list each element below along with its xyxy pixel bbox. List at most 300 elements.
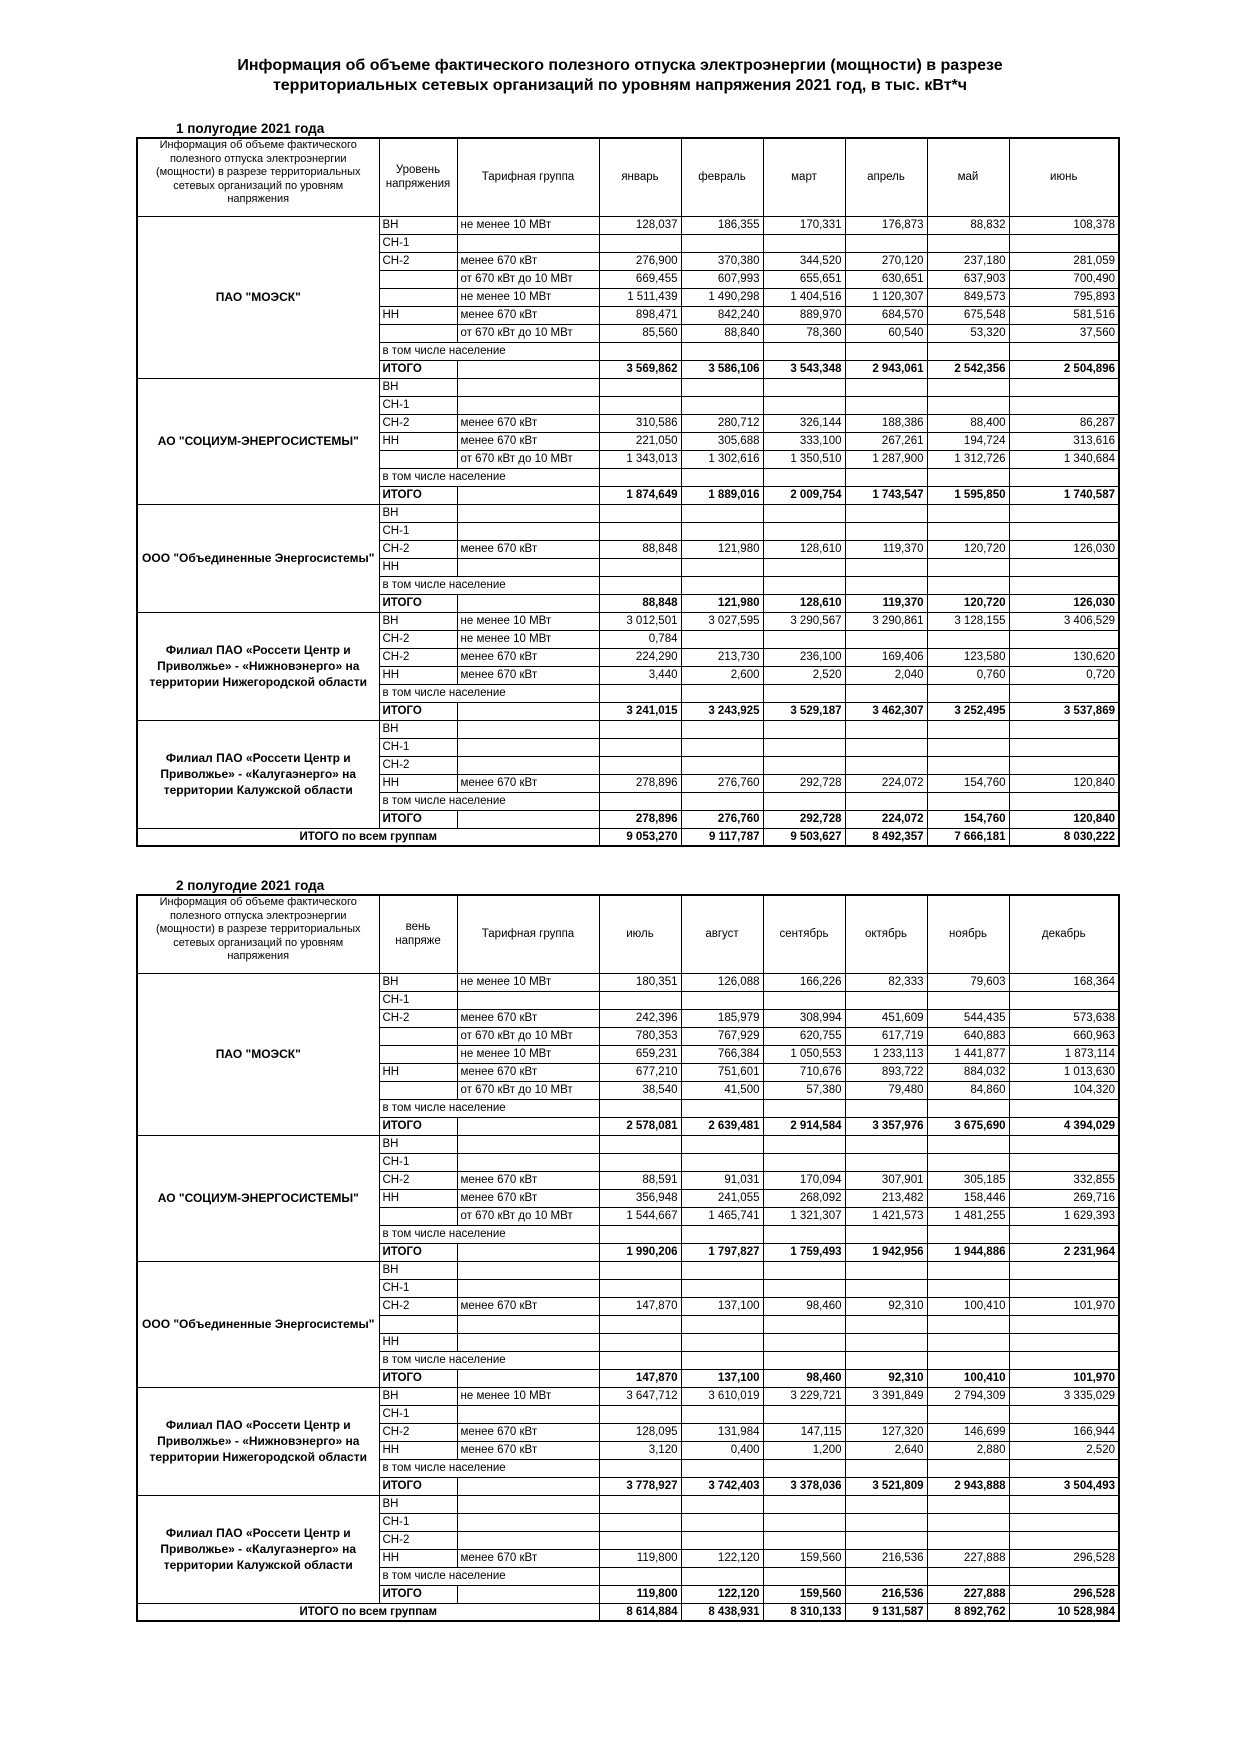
tariff-cell: не менее 10 МВт bbox=[457, 1387, 599, 1405]
value-cell: 780,353 bbox=[599, 1027, 681, 1045]
value-cell: 3 504,493 bbox=[1009, 1477, 1119, 1495]
value-cell bbox=[599, 792, 681, 810]
value-cell: 224,072 bbox=[845, 810, 927, 828]
value-cell: 185,979 bbox=[681, 1009, 763, 1027]
value-cell: 1 743,547 bbox=[845, 486, 927, 504]
value-cell bbox=[599, 738, 681, 756]
value-cell: 898,471 bbox=[599, 306, 681, 324]
value-cell: 326,144 bbox=[763, 414, 845, 432]
value-cell bbox=[763, 1567, 845, 1585]
level-cell: в том числе население bbox=[379, 1567, 599, 1585]
org-name: Филиал ПАО «Россети Центр и Приволжье» - «Нижновэнерго» на территории Нижегородской области bbox=[137, 612, 379, 720]
value-cell: 120,840 bbox=[1009, 810, 1119, 828]
value-cell bbox=[927, 792, 1009, 810]
value-cell bbox=[681, 504, 763, 522]
tariff-cell: от 670 кВт до 10 МВт bbox=[457, 1081, 599, 1099]
value-cell: 79,603 bbox=[927, 973, 1009, 991]
half1-label: 1 полугодие 2021 года bbox=[176, 121, 325, 136]
value-cell: 675,548 bbox=[927, 306, 1009, 324]
value-cell bbox=[681, 1261, 763, 1279]
level-cell: НН bbox=[379, 774, 457, 792]
value-cell: 237,180 bbox=[927, 252, 1009, 270]
value-cell bbox=[1009, 1567, 1119, 1585]
tariff-cell bbox=[457, 1261, 599, 1279]
value-cell: 186,355 bbox=[681, 216, 763, 234]
value-cell: 128,610 bbox=[763, 594, 845, 612]
value-cell: 92,310 bbox=[845, 1297, 927, 1315]
value-cell bbox=[763, 378, 845, 396]
value-cell bbox=[763, 1351, 845, 1369]
value-cell: 127,320 bbox=[845, 1423, 927, 1441]
level-cell: ИТОГО bbox=[379, 360, 457, 378]
tariff-cell: от 670 кВт до 10 МВт bbox=[457, 1207, 599, 1225]
value-cell bbox=[599, 504, 681, 522]
value-cell: 660,963 bbox=[1009, 1027, 1119, 1045]
value-cell: 3 290,567 bbox=[763, 612, 845, 630]
value-cell: 154,760 bbox=[927, 774, 1009, 792]
value-cell: 767,929 bbox=[681, 1027, 763, 1045]
value-cell bbox=[763, 1153, 845, 1171]
value-cell: 159,560 bbox=[763, 1585, 845, 1603]
value-cell: 3 252,495 bbox=[927, 702, 1009, 720]
value-cell bbox=[1009, 1225, 1119, 1243]
level-cell: СН-2 bbox=[379, 540, 457, 558]
grand-total-row bbox=[137, 1603, 1119, 1621]
value-cell: 128,095 bbox=[599, 1423, 681, 1441]
tariff-cell: менее 670 кВт bbox=[457, 414, 599, 432]
value-cell: 1 465,741 bbox=[681, 1207, 763, 1225]
tariff-cell: от 670 кВт до 10 МВт bbox=[457, 450, 599, 468]
tariff-cell: менее 670 кВт bbox=[457, 1441, 599, 1459]
value-cell: 1 302,616 bbox=[681, 450, 763, 468]
value-cell: 120,720 bbox=[927, 594, 1009, 612]
level-cell: НН bbox=[379, 1441, 457, 1459]
level-cell: в том числе население bbox=[379, 576, 599, 594]
header-month: май bbox=[927, 138, 1009, 216]
value-cell: 85,560 bbox=[599, 324, 681, 342]
value-cell bbox=[845, 396, 927, 414]
value-cell: 1 740,587 bbox=[1009, 486, 1119, 504]
value-cell: 884,032 bbox=[927, 1063, 1009, 1081]
tariff-cell: от 670 кВт до 10 МВт bbox=[457, 1027, 599, 1045]
half2-label: 2 полугодие 2021 года bbox=[176, 878, 325, 893]
value-cell: 1 120,307 bbox=[845, 288, 927, 306]
value-cell: 166,226 bbox=[763, 973, 845, 991]
value-cell: 88,400 bbox=[927, 414, 1009, 432]
value-cell bbox=[681, 576, 763, 594]
value-cell bbox=[599, 684, 681, 702]
value-cell: 889,970 bbox=[763, 306, 845, 324]
tariff-cell: менее 670 кВт bbox=[457, 1297, 599, 1315]
level-cell bbox=[379, 288, 457, 306]
value-cell: 278,896 bbox=[599, 810, 681, 828]
value-cell bbox=[599, 1351, 681, 1369]
level-cell: ВН bbox=[379, 504, 457, 522]
level-cell: НН bbox=[379, 1189, 457, 1207]
value-cell bbox=[681, 720, 763, 738]
grand-total-label: ИТОГО по всем группам bbox=[137, 828, 599, 846]
value-cell bbox=[845, 1333, 927, 1351]
value-cell bbox=[845, 504, 927, 522]
value-cell: 92,310 bbox=[845, 1369, 927, 1387]
value-cell: 849,573 bbox=[927, 288, 1009, 306]
value-cell: 166,944 bbox=[1009, 1423, 1119, 1441]
value-cell bbox=[763, 1333, 845, 1351]
value-cell: 2 504,896 bbox=[1009, 360, 1119, 378]
level-cell: СН-1 bbox=[379, 1513, 457, 1531]
value-cell bbox=[1009, 1153, 1119, 1171]
org-name: ООО "Объединенные Энергосистемы" bbox=[137, 1261, 379, 1387]
value-cell: 270,120 bbox=[845, 252, 927, 270]
level-cell bbox=[379, 1207, 457, 1225]
value-cell: 3 406,529 bbox=[1009, 612, 1119, 630]
level-cell: в том числе население bbox=[379, 342, 599, 360]
value-cell bbox=[1009, 342, 1119, 360]
value-cell bbox=[927, 720, 1009, 738]
table-row bbox=[137, 1495, 1119, 1513]
value-cell bbox=[763, 1405, 845, 1423]
value-cell: 1 797,827 bbox=[681, 1243, 763, 1261]
value-cell bbox=[927, 342, 1009, 360]
value-cell: 194,724 bbox=[927, 432, 1009, 450]
header-month: январь bbox=[599, 138, 681, 216]
value-cell bbox=[681, 1567, 763, 1585]
value-cell: 677,210 bbox=[599, 1063, 681, 1081]
value-cell bbox=[763, 738, 845, 756]
tariff-cell bbox=[457, 738, 599, 756]
value-cell: 307,901 bbox=[845, 1171, 927, 1189]
value-cell: 581,516 bbox=[1009, 306, 1119, 324]
value-cell bbox=[599, 1135, 681, 1153]
org-name: ПАО "МОЭСК" bbox=[137, 216, 379, 378]
value-cell bbox=[1009, 1459, 1119, 1477]
level-cell: ВН bbox=[379, 720, 457, 738]
value-cell: 451,609 bbox=[845, 1009, 927, 1027]
level-cell: ВН bbox=[379, 1495, 457, 1513]
value-cell: 842,240 bbox=[681, 306, 763, 324]
tariff-cell bbox=[457, 1315, 599, 1333]
value-cell: 137,100 bbox=[681, 1369, 763, 1387]
value-cell: 131,984 bbox=[681, 1423, 763, 1441]
value-cell: 278,896 bbox=[599, 774, 681, 792]
value-cell bbox=[1009, 576, 1119, 594]
value-cell: 1 350,510 bbox=[763, 450, 845, 468]
value-cell: 332,855 bbox=[1009, 1171, 1119, 1189]
value-cell: 180,351 bbox=[599, 973, 681, 991]
grand-total-value: 9 131,587 bbox=[845, 1603, 927, 1621]
value-cell: 147,870 bbox=[599, 1297, 681, 1315]
org-name: Филиал ПАО «Россети Центр и Приволжье» - «Калугаэнерго» на территории Калужской области bbox=[137, 720, 379, 828]
value-cell bbox=[681, 1135, 763, 1153]
value-cell bbox=[845, 720, 927, 738]
value-cell bbox=[845, 684, 927, 702]
value-cell bbox=[1009, 1279, 1119, 1297]
value-cell: 0,400 bbox=[681, 1441, 763, 1459]
value-cell: 1 544,667 bbox=[599, 1207, 681, 1225]
value-cell: 281,059 bbox=[1009, 252, 1119, 270]
tariff-cell: менее 670 кВт bbox=[457, 540, 599, 558]
value-cell bbox=[845, 1135, 927, 1153]
value-cell bbox=[1009, 1351, 1119, 1369]
tariff-cell bbox=[457, 1135, 599, 1153]
level-cell: СН-1 bbox=[379, 738, 457, 756]
value-cell: 710,676 bbox=[763, 1063, 845, 1081]
value-cell: 573,638 bbox=[1009, 1009, 1119, 1027]
value-cell bbox=[845, 1153, 927, 1171]
level-cell: СН-2 bbox=[379, 1531, 457, 1549]
tariff-cell bbox=[457, 1369, 599, 1387]
value-cell bbox=[845, 342, 927, 360]
value-cell bbox=[763, 1099, 845, 1117]
grand-total-value: 9 117,787 bbox=[681, 828, 763, 846]
grand-total-value: 9 503,627 bbox=[763, 828, 845, 846]
value-cell: 2,600 bbox=[681, 666, 763, 684]
tariff-cell: менее 670 кВт bbox=[457, 1549, 599, 1567]
value-cell bbox=[845, 1405, 927, 1423]
value-cell bbox=[927, 468, 1009, 486]
value-cell: 100,410 bbox=[927, 1369, 1009, 1387]
value-cell: 82,333 bbox=[845, 973, 927, 991]
tariff-cell: от 670 кВт до 10 МВт bbox=[457, 270, 599, 288]
value-cell bbox=[763, 1315, 845, 1333]
value-cell bbox=[599, 720, 681, 738]
value-cell bbox=[763, 1135, 845, 1153]
level-cell: ИТОГО bbox=[379, 810, 457, 828]
value-cell: 1 942,956 bbox=[845, 1243, 927, 1261]
org-name: ПАО "МОЭСК" bbox=[137, 973, 379, 1135]
value-cell: 227,888 bbox=[927, 1549, 1009, 1567]
tariff-cell bbox=[457, 504, 599, 522]
value-cell bbox=[681, 378, 763, 396]
value-cell: 3 378,036 bbox=[763, 1477, 845, 1495]
value-cell bbox=[681, 396, 763, 414]
value-cell bbox=[1009, 504, 1119, 522]
value-cell bbox=[1009, 720, 1119, 738]
value-cell: 146,699 bbox=[927, 1423, 1009, 1441]
table-row bbox=[137, 1387, 1119, 1405]
value-cell bbox=[763, 756, 845, 774]
level-cell: СН-2 bbox=[379, 630, 457, 648]
value-cell bbox=[681, 1099, 763, 1117]
value-cell bbox=[845, 1567, 927, 1585]
value-cell bbox=[763, 630, 845, 648]
value-cell: 120,840 bbox=[1009, 774, 1119, 792]
tariff-cell: менее 670 кВт bbox=[457, 1189, 599, 1207]
value-cell: 213,730 bbox=[681, 648, 763, 666]
level-cell bbox=[379, 1045, 457, 1063]
value-cell: 101,970 bbox=[1009, 1297, 1119, 1315]
value-cell: 126,030 bbox=[1009, 540, 1119, 558]
header-month: сентябрь bbox=[763, 895, 845, 973]
value-cell: 620,755 bbox=[763, 1027, 845, 1045]
value-cell bbox=[599, 378, 681, 396]
value-cell bbox=[927, 630, 1009, 648]
value-cell: 79,480 bbox=[845, 1081, 927, 1099]
value-cell bbox=[845, 1351, 927, 1369]
grand-total-value: 10 528,984 bbox=[1009, 1603, 1119, 1621]
header-month: февраль bbox=[681, 138, 763, 216]
value-cell: 2 943,061 bbox=[845, 360, 927, 378]
value-cell: 91,031 bbox=[681, 1171, 763, 1189]
value-cell: 268,092 bbox=[763, 1189, 845, 1207]
value-cell bbox=[763, 522, 845, 540]
value-cell bbox=[599, 1099, 681, 1117]
value-cell: 2 943,888 bbox=[927, 1477, 1009, 1495]
value-cell bbox=[763, 396, 845, 414]
value-cell: 1 595,850 bbox=[927, 486, 1009, 504]
value-cell: 356,948 bbox=[599, 1189, 681, 1207]
level-cell: ВН bbox=[379, 1135, 457, 1153]
value-cell: 292,728 bbox=[763, 810, 845, 828]
value-cell: 3 742,403 bbox=[681, 1477, 763, 1495]
value-cell bbox=[681, 1459, 763, 1477]
value-cell bbox=[1009, 1099, 1119, 1117]
value-cell: 3 610,019 bbox=[681, 1387, 763, 1405]
level-cell: ВН bbox=[379, 612, 457, 630]
value-cell bbox=[681, 1531, 763, 1549]
value-cell bbox=[763, 468, 845, 486]
grand-total-value: 8 614,884 bbox=[599, 1603, 681, 1621]
level-cell bbox=[379, 1315, 457, 1333]
value-cell: 88,840 bbox=[681, 324, 763, 342]
header-month: ноябрь bbox=[927, 895, 1009, 973]
value-cell: 3 586,106 bbox=[681, 360, 763, 378]
value-cell bbox=[1009, 378, 1119, 396]
value-cell: 617,719 bbox=[845, 1027, 927, 1045]
value-cell: 1 233,113 bbox=[845, 1045, 927, 1063]
value-cell bbox=[763, 1261, 845, 1279]
grand-total-row bbox=[137, 828, 1119, 846]
tariff-cell: менее 670 кВт bbox=[457, 1009, 599, 1027]
level-cell: в том числе население bbox=[379, 684, 599, 702]
value-cell bbox=[763, 792, 845, 810]
header-month: июнь bbox=[1009, 138, 1119, 216]
value-cell: 269,716 bbox=[1009, 1189, 1119, 1207]
value-cell: 38,540 bbox=[599, 1081, 681, 1099]
value-cell: 216,536 bbox=[845, 1585, 927, 1603]
value-cell bbox=[599, 1531, 681, 1549]
value-cell: 1 312,726 bbox=[927, 450, 1009, 468]
value-cell bbox=[681, 1153, 763, 1171]
value-cell bbox=[927, 1315, 1009, 1333]
value-cell: 344,520 bbox=[763, 252, 845, 270]
level-cell: НН bbox=[379, 1333, 457, 1351]
level-cell: СН-1 bbox=[379, 234, 457, 252]
value-cell bbox=[599, 1333, 681, 1351]
value-cell bbox=[763, 1459, 845, 1477]
value-cell bbox=[845, 1279, 927, 1297]
value-cell: 241,055 bbox=[681, 1189, 763, 1207]
value-cell bbox=[845, 234, 927, 252]
value-cell bbox=[927, 576, 1009, 594]
level-cell: ВН bbox=[379, 378, 457, 396]
table-row bbox=[137, 720, 1119, 738]
level-cell: СН-2 bbox=[379, 414, 457, 432]
value-cell: 130,620 bbox=[1009, 648, 1119, 666]
level-cell: СН-1 bbox=[379, 1405, 457, 1423]
value-cell: 3 521,809 bbox=[845, 1477, 927, 1495]
value-cell: 3 241,015 bbox=[599, 702, 681, 720]
value-cell: 170,094 bbox=[763, 1171, 845, 1189]
value-cell bbox=[927, 504, 1009, 522]
value-cell bbox=[599, 522, 681, 540]
value-cell: 98,460 bbox=[763, 1369, 845, 1387]
level-cell: СН-2 bbox=[379, 1297, 457, 1315]
value-cell bbox=[845, 1315, 927, 1333]
table-row bbox=[137, 504, 1119, 522]
value-cell bbox=[1009, 1495, 1119, 1513]
value-cell: 100,410 bbox=[927, 1297, 1009, 1315]
value-cell bbox=[763, 342, 845, 360]
title-line-1: Информация об объеме фактического полезного отпуска электроэнергии (мощности) в разрезе bbox=[237, 57, 1003, 74]
table-row bbox=[137, 1135, 1119, 1153]
value-cell bbox=[763, 720, 845, 738]
value-cell bbox=[599, 1225, 681, 1243]
value-cell: 128,610 bbox=[763, 540, 845, 558]
value-cell: 60,540 bbox=[845, 324, 927, 342]
value-cell bbox=[927, 1225, 1009, 1243]
value-cell bbox=[681, 756, 763, 774]
tariff-cell: не менее 10 МВт bbox=[457, 1045, 599, 1063]
level-cell bbox=[379, 324, 457, 342]
value-cell bbox=[845, 756, 927, 774]
value-cell bbox=[927, 1405, 1009, 1423]
value-cell: 3 128,155 bbox=[927, 612, 1009, 630]
tariff-cell: не менее 10 МВт bbox=[457, 216, 599, 234]
tariff-cell bbox=[457, 702, 599, 720]
value-cell bbox=[927, 1459, 1009, 1477]
value-cell bbox=[845, 1531, 927, 1549]
level-cell: СН-1 bbox=[379, 1279, 457, 1297]
grand-total-value: 9 053,270 bbox=[599, 828, 681, 846]
value-cell bbox=[1009, 396, 1119, 414]
tariff-cell: менее 670 кВт bbox=[457, 1171, 599, 1189]
value-cell bbox=[599, 1279, 681, 1297]
value-cell bbox=[845, 738, 927, 756]
value-cell: 86,287 bbox=[1009, 414, 1119, 432]
tariff-cell: менее 670 кВт bbox=[457, 306, 599, 324]
value-cell: 227,888 bbox=[927, 1585, 1009, 1603]
header-month: август bbox=[681, 895, 763, 973]
grand-total-label: ИТОГО по всем группам bbox=[137, 1603, 599, 1621]
value-cell bbox=[599, 576, 681, 594]
tariff-cell bbox=[457, 1585, 599, 1603]
value-cell bbox=[927, 1099, 1009, 1117]
table-row bbox=[137, 973, 1119, 991]
value-cell bbox=[927, 234, 1009, 252]
table-row bbox=[137, 216, 1119, 234]
tariff-cell bbox=[457, 522, 599, 540]
value-cell: 1 874,649 bbox=[599, 486, 681, 504]
value-cell bbox=[845, 1513, 927, 1531]
level-cell: ИТОГО bbox=[379, 1369, 457, 1387]
level-cell bbox=[379, 1027, 457, 1045]
value-cell: 292,728 bbox=[763, 774, 845, 792]
value-cell: 3 675,690 bbox=[927, 1117, 1009, 1135]
tariff-cell: менее 670 кВт bbox=[457, 648, 599, 666]
value-cell bbox=[1009, 756, 1119, 774]
value-cell: 700,490 bbox=[1009, 270, 1119, 288]
header-month: декабрь bbox=[1009, 895, 1119, 973]
value-cell: 108,378 bbox=[1009, 216, 1119, 234]
tariff-cell bbox=[457, 360, 599, 378]
value-cell: 98,460 bbox=[763, 1297, 845, 1315]
value-cell: 101,970 bbox=[1009, 1369, 1119, 1387]
value-cell: 2 914,584 bbox=[763, 1117, 845, 1135]
value-cell: 119,370 bbox=[845, 540, 927, 558]
value-cell: 0,784 bbox=[599, 630, 681, 648]
value-cell: 659,231 bbox=[599, 1045, 681, 1063]
